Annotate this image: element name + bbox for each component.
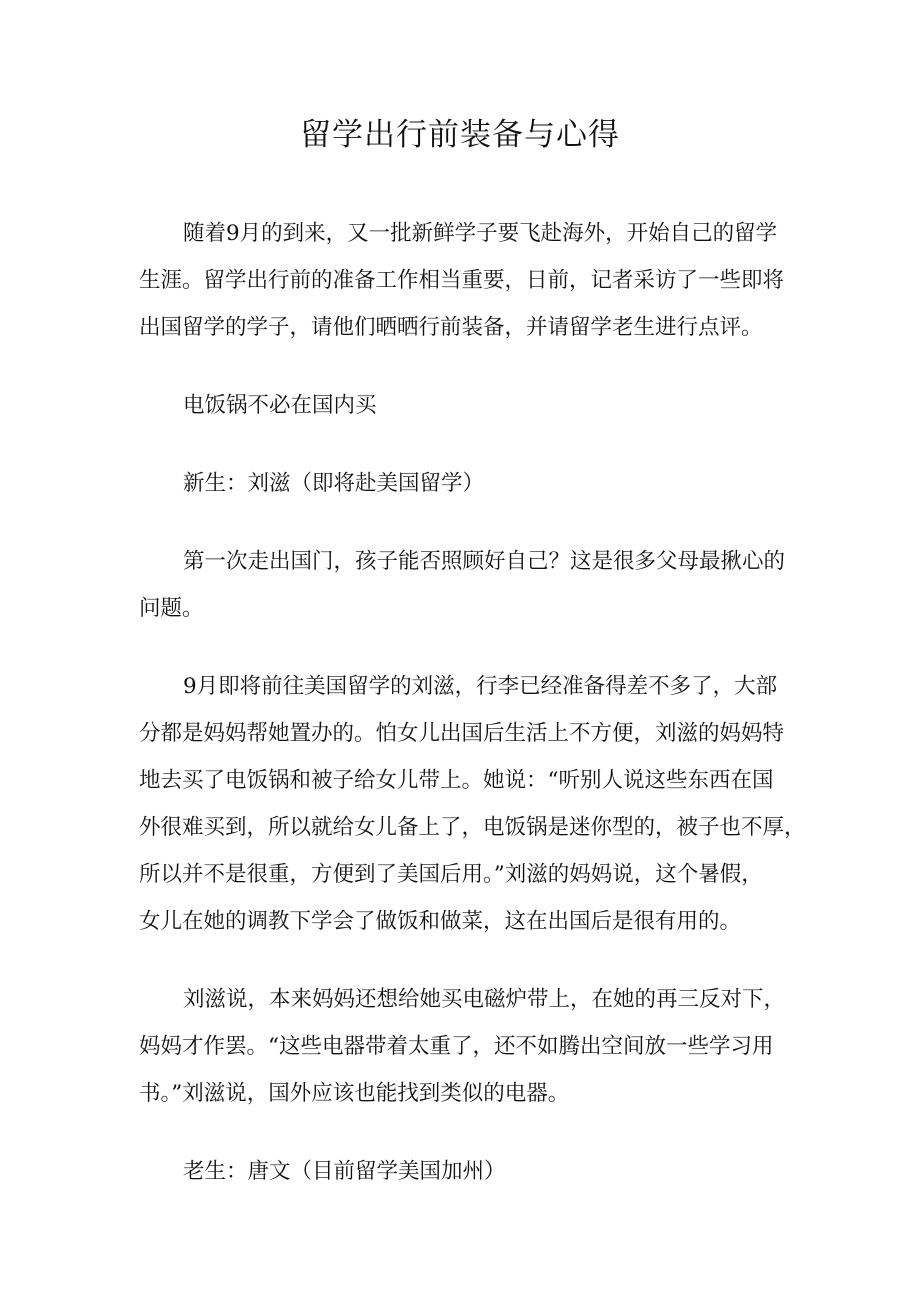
paragraph-line: 出国留学的学子，请他们晒晒行前装备，并请留学老生进行点评。 [139, 315, 763, 340]
paragraph [139, 538, 799, 632]
paragraph-line: 所以并不是很重，方便到了美国后用。”刘滋的妈妈说，这个暑假， [139, 862, 763, 887]
paragraph-line: 第一次走出国门，孩子能否照顾好自己？这是很多父母最揪心的 [183, 549, 786, 574]
paragraph-line: 电饭锅不必在国内买 [183, 393, 377, 418]
paragraph-line: 外很难买到，所以就给女儿备上了，电饭锅是迷你型的，被子也不厚， [139, 815, 806, 840]
paragraph [139, 976, 799, 1117]
paragraph [139, 210, 799, 351]
paragraph-line: 女儿在她的调教下学会了做饭和做菜，这在出国后是很有用的。 [139, 909, 742, 934]
paragraph-line: 新生：刘滋（即将赴美国留学） [183, 471, 485, 496]
paragraph-line: 老生：唐文（目前留学美国加州） [183, 1159, 506, 1184]
paragraph-line: 问题。 [139, 596, 204, 621]
paragraph-line: 妈妈才作罢。“这些电器带着太重了，还不如腾出空间放一些学习用 [139, 1034, 774, 1059]
document-title: 留学出行前装备与心得 [300, 117, 620, 153]
document-body [139, 210, 806, 1226]
paragraph [139, 382, 799, 429]
paragraph-line: 9月即将前往美国留学的刘滋，行李已经准备得差不多了，大部 [183, 674, 778, 699]
paragraph-line: 生涯。留学出行前的准备工作相当重要，日前，记者采访了一些即将 [139, 268, 785, 293]
paragraph [139, 1148, 799, 1195]
paragraph-line: 地去买了电饭锅和被子给女儿带上。她说：“听别人说这些东西在国 [139, 768, 774, 793]
paragraph [139, 663, 806, 945]
paragraph-line: 分都是妈妈帮她置办的。怕女儿出国后生活上不方便，刘滋的妈妈特 [139, 721, 785, 746]
paragraph [139, 460, 799, 507]
paragraph-line: 随着9月的到来，又一批新鲜学子要飞赴海外，开始自己的留学 [183, 221, 778, 246]
paragraph-line: 刘滋说，本来妈妈还想给她买电磁炉带上，在她的再三反对下， [183, 987, 786, 1012]
paragraph-line: 书。”刘滋说，国外应该也能找到类似的电器。 [139, 1081, 570, 1106]
